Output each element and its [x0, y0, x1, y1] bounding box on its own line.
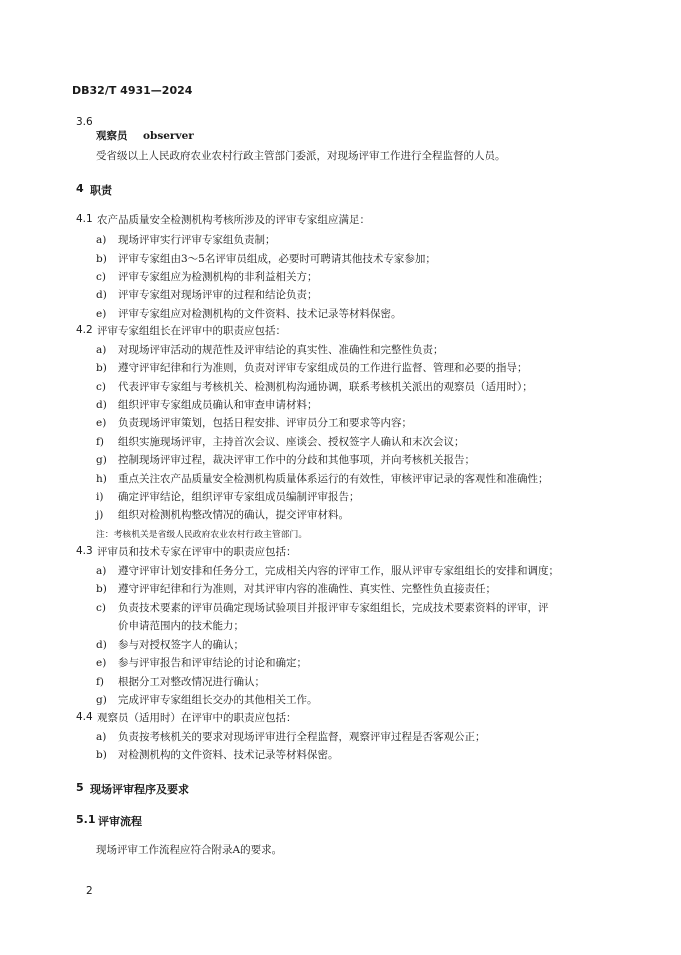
list-item-text: 现场评审实行评审专家组负责制；	[118, 234, 276, 246]
list-item-text: 组织实施现场评审，主持首次会议、座谈会、授权签字人确认和末次会议；	[118, 436, 465, 448]
list-item-label: c)	[96, 271, 106, 283]
list-item-label: a)	[96, 344, 107, 356]
list-item-label: a)	[96, 234, 107, 246]
list-item-text: 代表评审专家组与考核机关、检测机构沟通协调，联系考核机关派出的观察员（适用时）；	[118, 381, 533, 393]
clause-number-4-3: 4.3	[76, 545, 93, 557]
list-item-text: 对现场评审活动的规范性及评审结论的真实性、准确性和完整性负责；	[118, 344, 444, 356]
list-item-label: d)	[96, 399, 107, 411]
list-item-label: c)	[96, 381, 106, 393]
list-item-label: e)	[96, 308, 107, 320]
list-item-label: g)	[96, 454, 107, 466]
list-item-text: 评审专家组对现场评审的过程和结论负责；	[118, 289, 318, 301]
list-item-label: h)	[96, 473, 107, 485]
list-item-text: 负责按考核机关的要求对现场评审进行全程监督，观察评审过程是否客观公正；	[118, 731, 486, 743]
clause-title-5-1: 评审流程	[98, 815, 142, 828]
list-item-text: 遵守评审纪律和行为准则，负责对评审专家组成员的工作进行监督、管理和必要的指导；	[118, 362, 528, 374]
list-item-label: d)	[96, 639, 107, 651]
list-item-label: b)	[96, 749, 107, 761]
list-item-text: 根据分工对整改情况进行确认；	[118, 676, 265, 688]
list-item-text: 评审专家组应为检测机构的非利益相关方；	[118, 271, 318, 283]
section-number-4: 4	[76, 182, 84, 195]
list-item-label: a)	[96, 731, 107, 743]
clause-number-5-1: 5.1	[76, 813, 96, 826]
list-item-text: 完成评审专家组组长交办的其他相关工作。	[118, 694, 318, 706]
list-item-label: i)	[96, 491, 104, 503]
page-number: 2	[86, 885, 93, 897]
clause-number-3-6: 3.6	[76, 116, 93, 128]
clause-lead-4-3: 评审员和技术专家在评审中的职责应包括：	[97, 546, 297, 558]
clause-number-4-1: 4.1	[76, 213, 93, 225]
list-item-label: b)	[96, 583, 107, 595]
list-item-text: 遵守评审纪律和行为准则，对其评审内容的准确性、真实性、完整性负直接责任；	[118, 583, 496, 595]
section-number-5: 5	[76, 781, 84, 794]
list-item-text: 控制现场评审过程，裁决评审工作中的分歧和其他事项，并向考核机关报告；	[118, 454, 475, 466]
term-definition: 受省级以上人民政府农业农村行政主管部门委派，对现场评审工作进行全程监督的人员。	[96, 150, 506, 162]
list-item-label: b)	[96, 362, 107, 374]
list-item-label: f)	[96, 676, 104, 688]
list-item-label: f)	[96, 436, 104, 448]
list-item-label: g)	[96, 694, 107, 706]
list-item-text: 负责技术要素的评审员确定现场试验项目并报评审专家组组长，完成技术要素资料的评审，评	[118, 602, 549, 614]
list-item-text: 对检测机构的文件资料、技术记录等材料保密。	[118, 749, 339, 761]
list-item-text: 参与对授权签字人的确认；	[118, 639, 244, 651]
section-title-4: 职责	[90, 184, 112, 197]
clause-text-5-1: 现场评审工作流程应符合附录A的要求。	[96, 844, 283, 856]
term-english: observer	[143, 130, 194, 142]
list-item-text: 组织评审专家组成员确认和审查申请材料；	[118, 399, 318, 411]
list-item-text: 参与评审报告和评审结论的讨论和确定；	[118, 657, 307, 669]
list-item-label: c)	[96, 602, 106, 614]
list-item-label: d)	[96, 289, 107, 301]
note: 注：考核机关是省级人民政府农业农村行政主管部门。	[96, 530, 308, 540]
list-item-text: 评审专家组应对检测机构的文件资料、技术记录等材料保密。	[118, 308, 402, 320]
clause-lead-4-4: 观察员（适用时）在评审中的职责应包括：	[97, 712, 297, 724]
list-item-label: e)	[96, 417, 107, 429]
list-item-label: b)	[96, 253, 107, 265]
clause-number-4-4: 4.4	[76, 711, 93, 723]
list-item-label: a)	[96, 565, 107, 577]
list-item-label: e)	[96, 657, 107, 669]
list-item-text: 评审专家组由3～5名评审员组成，必要时可聘请其他技术专家参加；	[118, 253, 436, 265]
standard-id: DB32/T 4931—2024	[72, 84, 193, 97]
list-item-text: 确定评审结论，组织评审专家组成员编制评审报告；	[118, 491, 360, 503]
list-item-text: 重点关注农产品质量安全检测机构质量体系运行的有效性，审核评审记录的客观性和准确性；	[118, 473, 549, 485]
list-item-text-continuation: 价申请范围内的技术能力；	[118, 620, 244, 632]
list-item-text: 组织对检测机构整改情况的确认，提交评审材料。	[118, 509, 349, 521]
term-chinese: 观察员	[96, 130, 128, 142]
clause-lead-4-1: 农产品质量安全检测机构考核所涉及的评审专家组应满足：	[97, 214, 370, 226]
section-title-5: 现场评审程序及要求	[90, 783, 189, 796]
list-item-text: 负责现场评审策划，包括日程安排、评审员分工和要求等内容；	[118, 417, 412, 429]
clause-number-4-2: 4.2	[76, 324, 93, 336]
list-item-label: j)	[96, 509, 104, 521]
clause-lead-4-2: 评审专家组组长在评审中的职责应包括：	[97, 325, 286, 337]
list-item-text: 遵守评审计划安排和任务分工，完成相关内容的评审工作，服从评审专家组组长的安排和调度；	[118, 565, 559, 577]
